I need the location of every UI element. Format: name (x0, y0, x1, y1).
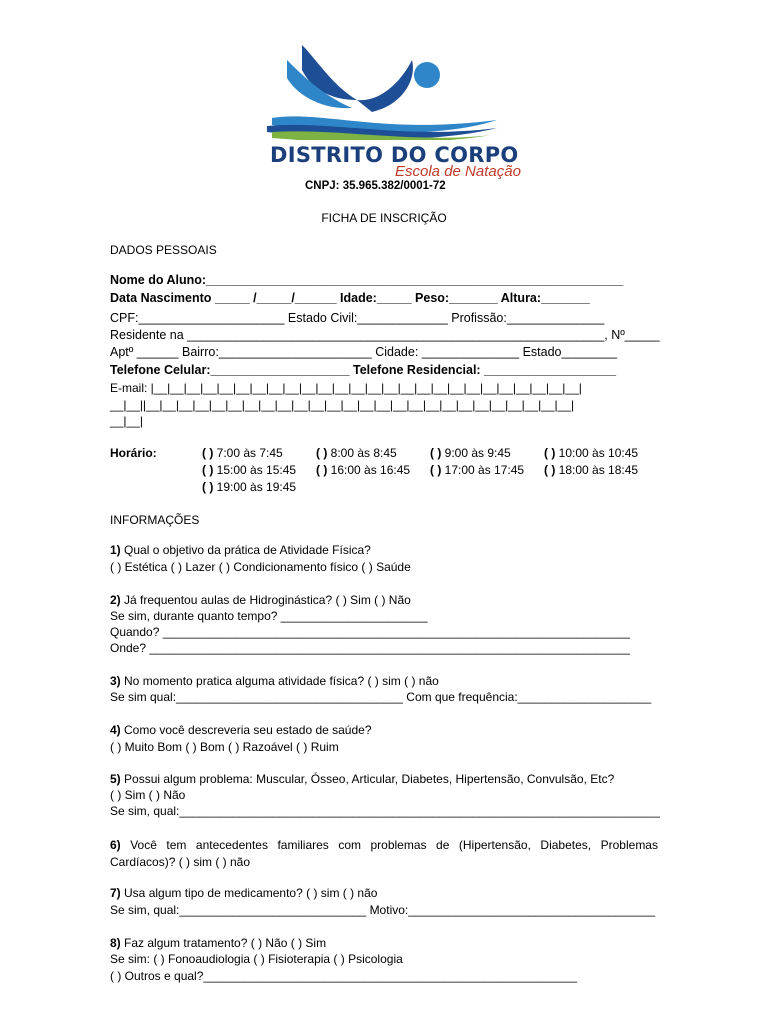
question-1: 1) Qual o objetivo da prática de Atividade Física? (110, 543, 371, 557)
question-8-options[interactable]: Se sim: ( ) Fonoaudiologia ( ) Fisioterapia ( ) Psicologia (110, 952, 403, 966)
form-title: FICHA DE INSCRIÇÃO (321, 211, 447, 225)
question-8: 8) Faz algum tratamento? ( ) Não ( ) Sim (110, 936, 327, 950)
question-2-where[interactable]: Onde? ________________________________________________________________________ (110, 641, 630, 655)
question-2-when[interactable]: Quando? ______________________________________________________________________ (110, 625, 630, 639)
cnpj: CNPJ: 35.965.382/0001-72 (305, 180, 446, 192)
question-3: 3) No momento pratica alguma atividade física? ( ) sim ( ) não (110, 674, 439, 688)
question-7: 7) Usa algum tipo de medicamento? ( ) sim ( ) não (110, 886, 378, 900)
schedule-option[interactable]: ( ) 17:00 às 17:45 (430, 463, 525, 477)
swimmer-logo-icon (262, 40, 502, 140)
question-4-options[interactable]: ( ) Muito Bom ( ) Bom ( ) Razoável ( ) Ruim (110, 740, 339, 754)
section-info: INFORMAÇÕES (110, 513, 200, 527)
question-4: 4) Como você descreveria seu estado de saúde? (110, 723, 372, 737)
field-email-cont[interactable]: __|__||__|__|__|__|__|__|__|__|__|__|__|__|__|__|__|__|__|__|__|__|__|__|__|__|__|__| (110, 398, 575, 412)
question-2-duration[interactable]: Se sim, durante quanto tempo? ______________________ (110, 609, 428, 623)
schedule-label: Horário: (110, 446, 157, 460)
field-cpf[interactable]: CPF:_____________________ Estado Civil:_____________ Profissão:______________ (110, 311, 605, 325)
schedule-option[interactable]: ( ) 7:00 às 7:45 (202, 446, 283, 460)
schedule-option[interactable]: ( ) 15:00 às 15:45 (202, 463, 297, 477)
field-email-end[interactable]: __|__| (110, 414, 143, 428)
field-apto[interactable]: Aptº ______ Bairro:______________________ Cidade: ______________ Estado________ (110, 345, 618, 359)
brand-subtitle: Escola de Natação (395, 163, 521, 180)
question-2: 2) Já frequentou aulas de Hidroginástica? ( ) Sim ( ) Não (110, 593, 411, 607)
brand-name: DISTRITO DO CORPO (270, 143, 519, 167)
question-5-which[interactable]: Se sim, qual:________________________________________________________________________ (110, 804, 660, 818)
field-email[interactable]: E-mail: |__|__|__|__|__|__|__|__|__|__|__|__|__|__|__|__|__|__|__|__|__|__|__|__|__|__| (110, 381, 582, 395)
schedule-option[interactable]: ( ) 18:00 às 18:45 (544, 463, 639, 477)
question-5-options[interactable]: ( ) Sim ( ) Não (110, 788, 186, 802)
field-telefone[interactable]: Telefone Celular:____________________ Telefone Residencial: ___________________ (110, 363, 617, 377)
question-8-other[interactable]: ( ) Outros e qual?________________________________________________________ (110, 969, 578, 983)
field-residente[interactable]: Residente na ____________________________________________________________, Nº_____ (110, 328, 660, 342)
question-6: 6) Você tem antecedentes familiares com problemas de (Hipertensão, Diabetes, Problemas Cardíacos)? ( ) sim ( ) não (110, 838, 658, 869)
section-personal: DADOS PESSOAIS (110, 243, 217, 257)
schedule-option[interactable]: ( ) 10:00 às 10:45 (544, 446, 639, 460)
schedule-option[interactable]: ( ) 9:00 às 9:45 (430, 446, 511, 460)
field-nome[interactable]: Nome do Aluno:____________________________________________________________ (110, 273, 624, 287)
question-5: 5) Possui algum problema: Muscular, Ósseo, Articular, Diabetes, Hipertensão, Convulsão, Etc? (110, 772, 615, 786)
field-nascimento[interactable]: Data Nascimento _____ /_____/______ Idade:_____ Peso:_______ Altura:_______ (110, 291, 590, 305)
question-1-options[interactable]: ( ) Estética ( ) Lazer ( ) Condicionamento físico ( ) Saúde (110, 560, 411, 574)
schedule-option[interactable]: ( ) 16:00 às 16:45 (316, 463, 411, 477)
schedule-option[interactable]: ( ) 19:00 às 19:45 (202, 480, 297, 494)
question-3-which[interactable]: Se sim qual:__________________________________ Com que frequência:____________________ (110, 690, 652, 704)
schedule-option[interactable]: ( ) 8:00 às 8:45 (316, 446, 397, 460)
question-7-which[interactable]: Se sim, qual:____________________________ Motivo:_____________________________________ (110, 903, 656, 917)
